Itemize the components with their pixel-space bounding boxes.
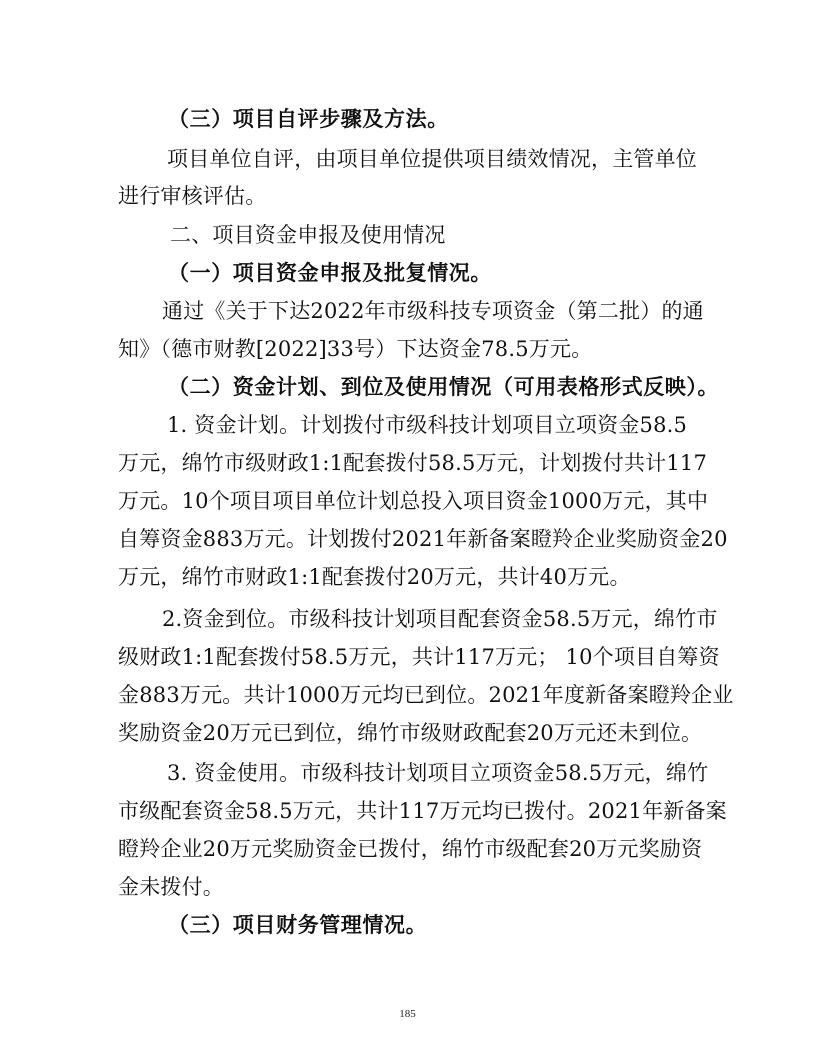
paragraph-line: 1. 资金计划。计划拨付市级科技计划项目立项资金58.5 <box>167 413 688 437</box>
paragraph-line: 金未拨付。 <box>118 875 224 899</box>
section-heading-evaluation-steps: （三）项目自评步骤及方法。 <box>168 107 449 131</box>
paragraph-line: 通过《关于下达2022年市级科技专项资金（第二批）的通 <box>162 299 704 323</box>
paragraph-line: 级财政1:1配套拨付58.5万元，共计117万元； 10个项目自筹资 <box>118 645 720 669</box>
paragraph-line: 万元，绵竹市财政1:1配套拨付20万元，共计40万元。 <box>118 565 631 589</box>
paragraph-line: 瞪羚企业20万元奖励资金已拨付，绵竹市级配套20万元奖励资 <box>118 837 703 861</box>
paragraph-line: 奖励资金20万元已到位，绵竹市级财政配套20万元还未到位。 <box>118 721 703 745</box>
paragraph-line: 自筹资金883万元。计划拨付2021年新备案瞪羚企业奖励资金20 <box>118 527 728 551</box>
page-number: 185 <box>399 1008 416 1020</box>
section-heading-funding: 二、项目资金申报及使用情况 <box>170 223 446 247</box>
paragraph-line: 知》（德市财教[2022]33号）下达资金78.5万元。 <box>118 337 593 361</box>
subsection-heading-financial-management: （三）项目财务管理情况。 <box>168 913 428 937</box>
paragraph-line: 进行审核评估。 <box>118 184 267 208</box>
paragraph-line: 项目单位自评，由项目单位提供项目绩效情况，主管单位 <box>167 147 697 171</box>
paragraph-line: 市级配套资金58.5万元，共计117万元均已拨付。2021年新备案 <box>118 799 727 823</box>
paragraph-line: 万元。10个项目项目单位计划总投入项目资金1000万元，其中 <box>118 489 709 513</box>
paragraph-line: 万元，绵竹市级财政1:1配套拨付58.5万元，计划拨付共计117 <box>118 451 708 475</box>
paragraph-line: 金883万元。共计1000万元均已到位。2021年度新备案瞪羚企业 <box>118 683 734 707</box>
paragraph-line: 3. 资金使用。市级科技计划项目立项资金58.5万元，绵竹 <box>167 761 709 785</box>
subsection-heading-plan-usage: （二）资金计划、到位及使用情况（可用表格形式反映）。 <box>168 375 720 399</box>
paragraph-line: 2.资金到位。市级科技计划项目配套资金58.5万元，绵竹市 <box>162 607 718 631</box>
subsection-heading-application: （一）项目资金申报及批复情况。 <box>168 261 492 285</box>
